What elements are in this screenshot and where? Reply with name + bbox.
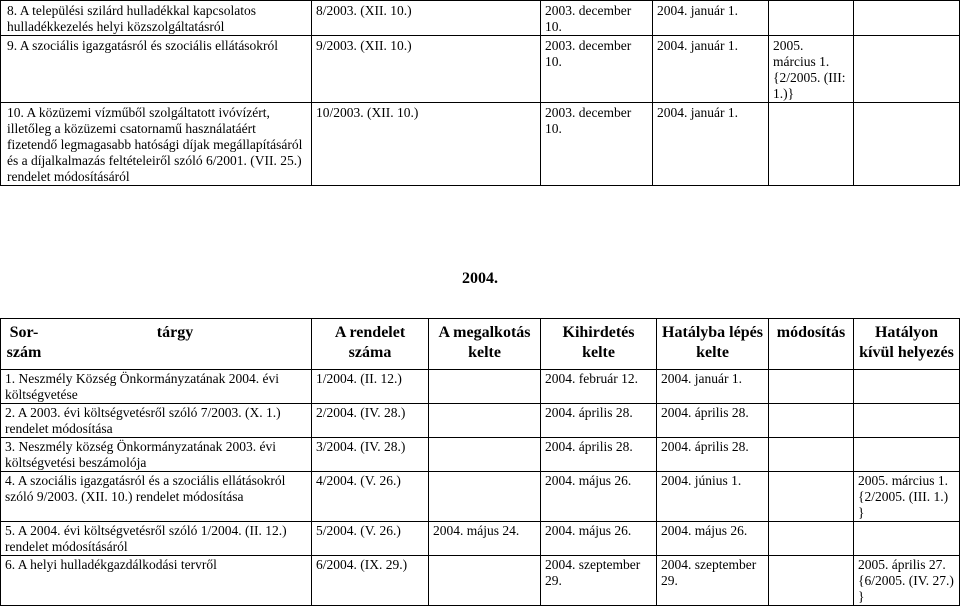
number-cell: 1/2004. (II. 12.) [312, 370, 429, 404]
header-effective: Hatályba lépés kelte [657, 319, 769, 370]
table-row [1, 370, 960, 404]
repeal-cell [854, 103, 960, 186]
repealed-cell [854, 438, 960, 472]
year-heading: 2004. [462, 270, 498, 287]
header-row [1, 319, 960, 370]
published-cell: 2004. február 12. [541, 370, 657, 404]
number-cell: 2/2004. (IV. 28.) [312, 404, 429, 438]
subject-text: A települési szilárd hulladékkal kapcsolatos hulladékkezelés helyi közszolgáltatásról [7, 3, 256, 34]
published-date: 2004. január 1. [653, 36, 769, 103]
published-cell: 2004. április 28. [541, 404, 657, 438]
regulation-number: 8/2003. (XII. 10.) [312, 1, 541, 36]
regulation-number: 10/2003. (XII. 10.) [312, 103, 541, 186]
amendment-cell [769, 472, 854, 522]
created-cell [429, 556, 541, 606]
row-number: 10. [7, 105, 24, 120]
created-date: 2003. december 10. [541, 1, 653, 36]
effective-cell: 2004. április 28. [657, 404, 769, 438]
repealed-cell [854, 522, 960, 556]
repeal-cell [854, 1, 960, 36]
created-cell [429, 404, 541, 438]
header-serial: Sor-szám [6, 324, 42, 361]
created-cell: 2004. május 24. [429, 522, 541, 556]
published-date: 2004. január 1. [653, 1, 769, 36]
regulation-number: 9/2003. (XII. 10.) [312, 36, 541, 103]
amendment-cell [769, 1, 854, 36]
table-row [1, 556, 960, 606]
header-serial-subject [1, 319, 312, 370]
published-cell: 2004. április 28. [541, 438, 657, 472]
row-number: 8. [7, 3, 18, 18]
table-row [1, 103, 960, 186]
header-amendment: módosítás [769, 319, 854, 370]
header-published: Kihirdetés kelte [541, 319, 657, 370]
header-created: A megalkotás kelte [429, 319, 541, 370]
published-date: 2004. január 1. [653, 103, 769, 186]
published-cell: 2004. május 26. [541, 472, 657, 522]
amendment-cell [769, 404, 854, 438]
created-date: 2003. december 10. [541, 36, 653, 103]
effective-cell: 2004. június 1. [657, 472, 769, 522]
created-cell [429, 472, 541, 522]
table-row [1, 1, 960, 36]
row-number: 9. [7, 38, 18, 53]
repealed-cell [854, 404, 960, 438]
effective-cell: 2004. május 26. [657, 522, 769, 556]
subject-cell: 4. A szociális igazgatásról és a szociális ellátásokról szóló 9/2003. (XII. 10.) rendelet módosítása [1, 472, 312, 522]
created-cell [429, 370, 541, 404]
amendment-cell [769, 522, 854, 556]
subject-cell: 2. A 2003. évi költségvetésről szóló 7/2003. (X. 1.) rendelet módosítása [1, 404, 312, 438]
header-repealed: Hatályon kívül helyezés [854, 319, 960, 370]
effective-cell: 2004. április 28. [657, 438, 769, 472]
subject-cell: 5. A 2004. évi költségvetésről szóló 1/2004. (II. 12.) rendelet módosításáról [1, 522, 312, 556]
amendment-cell [769, 438, 854, 472]
repealed-cell: 2005. március 1. {2/2005. (III. 1.) } [854, 472, 960, 522]
repealed-cell [854, 370, 960, 404]
regulation-subject [1, 103, 312, 186]
subject-text: A szociális igazgatásról és szociális ellátásokról [19, 38, 279, 53]
subject-cell: 1. Neszmély Község Önkormányzatának 2004. évi költségvetése [1, 370, 312, 404]
table-row [1, 438, 960, 472]
published-cell: 2004. szeptember 29. [541, 556, 657, 606]
table-row [1, 404, 960, 438]
amendment-cell [769, 370, 854, 404]
subject-cell: 3. Neszmély község Önkormányzatának 2003. évi költségvetési beszámolója [1, 438, 312, 472]
previous-year-table [0, 0, 960, 186]
regulation-subject [1, 1, 312, 36]
amendment-cell: 2005. március 1. {2/2005. (III: 1.)} [769, 36, 854, 103]
effective-cell: 2004. január 1. [657, 370, 769, 404]
table-row [1, 472, 960, 522]
subject-cell: 6. A helyi hulladékgazdálkodási tervről [1, 556, 312, 606]
amendment-cell [769, 556, 854, 606]
number-cell: 3/2004. (IV. 28.) [312, 438, 429, 472]
number-cell: 4/2004. (V. 26.) [312, 472, 429, 522]
repealed-cell: 2005. április 27. {6/2005. (IV. 27.) } [854, 556, 960, 606]
header-subject: tárgy [156, 324, 194, 341]
number-cell: 6/2004. (IX. 29.) [312, 556, 429, 606]
created-cell [429, 438, 541, 472]
table-row [1, 522, 960, 556]
regulations-table [0, 318, 960, 606]
amendment-cell [769, 103, 854, 186]
regulation-subject [1, 36, 312, 103]
header-number: A rendelet száma [312, 319, 429, 370]
repeal-cell [854, 36, 960, 103]
effective-cell: 2004. szeptember 29. [657, 556, 769, 606]
published-cell: 2004. május 26. [541, 522, 657, 556]
subject-text: A közüzemi vízműből szolgáltatott ivóvízért, illetőleg a közüzemi csatornamű használatáért fizetendő legmagasabb hatósági díjak megállapításáról és a díjalkalmazás feltételeiről szóló 6/2001. (VII. 25.) rendelet módosításáról [7, 105, 303, 184]
number-cell: 5/2004. (V. 26.) [312, 522, 429, 556]
created-date: 2003. december 10. [541, 103, 653, 186]
table-row [1, 36, 960, 103]
